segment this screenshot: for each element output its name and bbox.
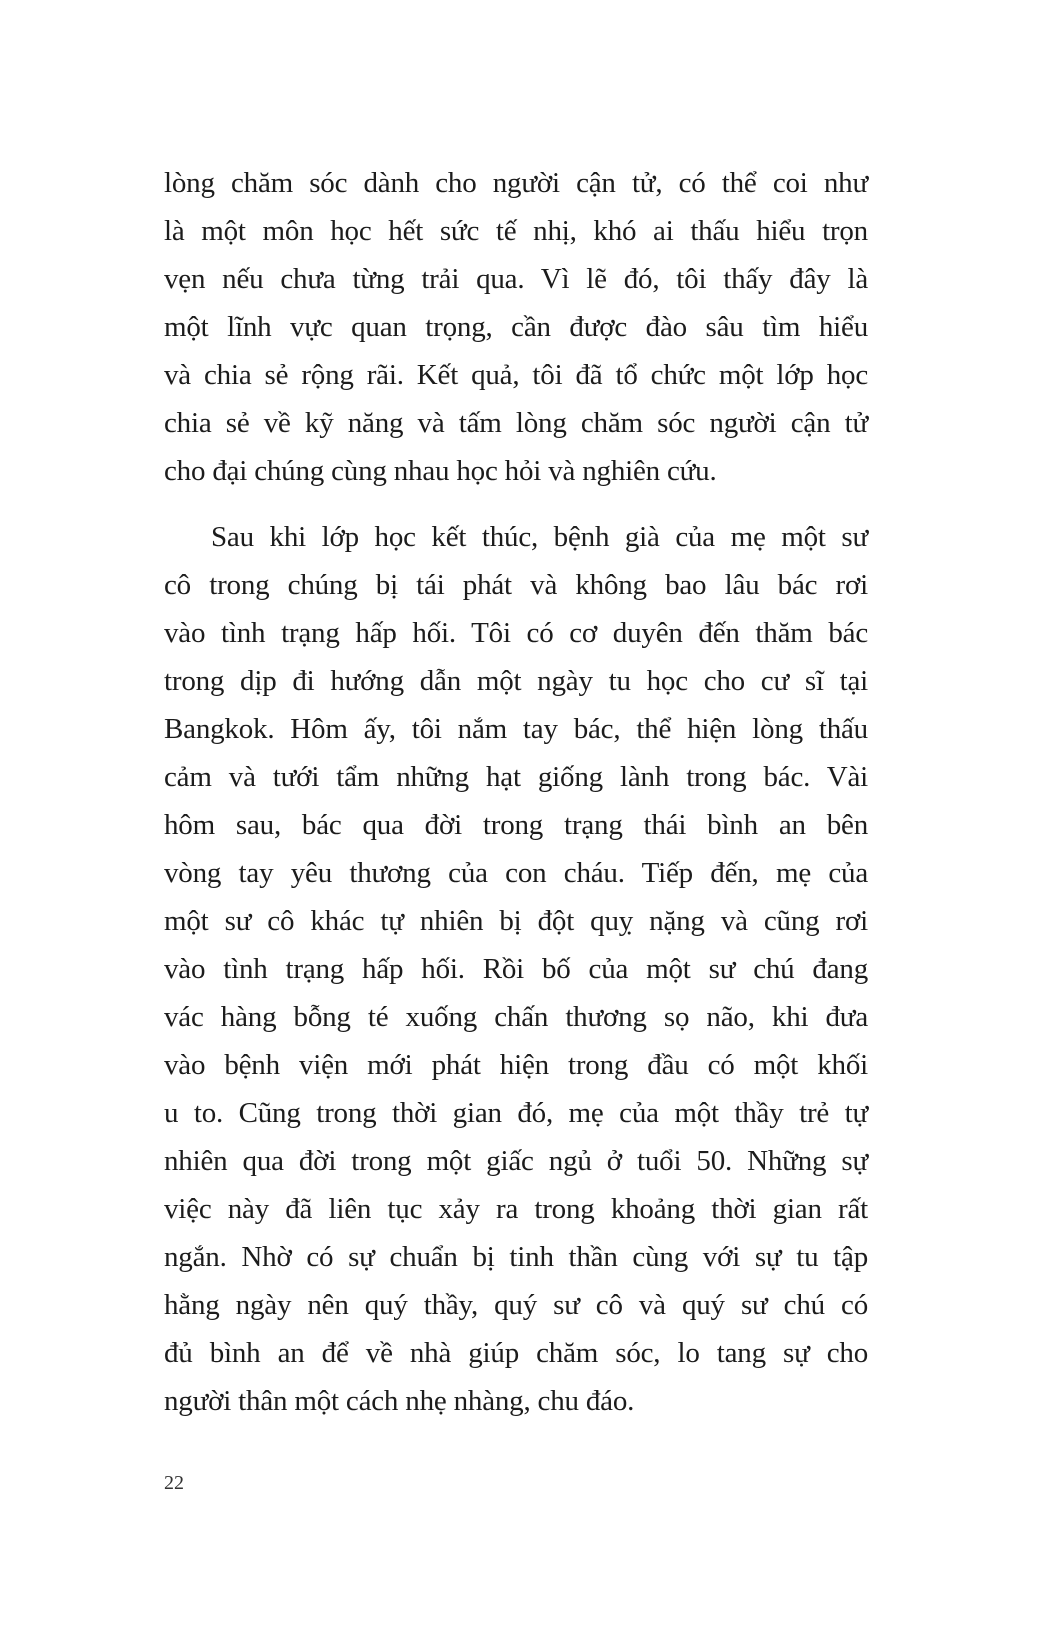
text-line: cảm và tưới tẩm những hạt giống lành trong bác. Vài [164,761,868,793]
text-line: và chia sẻ rộng rãi. Kết quả, tôi đã tổ chức một lớp học [164,359,868,391]
text-line: một lĩnh vực quan trọng, cần được đào sâu tìm hiểu [164,311,868,343]
text-line: chia sẻ về kỹ năng và tấm lòng chăm sóc người cận tử [164,407,868,439]
text-line: cô trong chúng bị tái phát và không bao lâu bác rơi [164,569,868,601]
text-line: hôm sau, bác qua đời trong trạng thái bình an bên [164,809,868,841]
text-line: một sư cô khác tự nhiên bị đột quỵ nặng và cũng rơi [164,905,868,937]
paragraph-2 [164,513,868,1425]
text-line: cho đại chúng cùng nhau học hỏi và nghiên cứu. [164,455,717,487]
text-line: hằng ngày nên quý thầy, quý sư cô và quý sư chú có [164,1289,868,1321]
text-line: vào tình trạng hấp hối. Tôi có cơ duyên đến thăm bác [164,617,868,649]
text-line: là một môn học hết sức tế nhị, khó ai thấu hiểu trọn [164,215,868,247]
text-line: người thân một cách nhẹ nhàng, chu đáo. [164,1385,635,1417]
paragraph-1 [164,159,868,495]
text-line: u to. Cũng trong thời gian đó, mẹ của một thầy trẻ tự [164,1097,868,1129]
text-line: lòng chăm sóc dành cho người cận tử, có thể coi như [164,167,868,199]
text-line: vòng tay yêu thương của con cháu. Tiếp đến, mẹ của [164,857,868,889]
text-line: nhiên qua đời trong một giấc ngủ ở tuổi 50. Những sự [164,1145,868,1177]
text-line: vẹn nếu chưa từng trải qua. Vì lẽ đó, tôi thấy đây là [164,263,868,295]
text-line: vào bệnh viện mới phát hiện trong đầu có một khối [164,1049,868,1081]
page-number: 22 [164,1472,184,1494]
text-line: Sau khi lớp học kết thúc, bệnh già của mẹ một sư [211,521,868,553]
text-line: đủ bình an để về nhà giúp chăm sóc, lo tang sự cho [164,1337,868,1369]
text-line: việc này đã liên tục xảy ra trong khoảng thời gian rất [164,1193,868,1225]
text-line: ngắn. Nhờ có sự chuẩn bị tinh thần cùng với sự tu tập [164,1241,868,1273]
text-line: vác hàng bỗng té xuống chấn thương sọ não, khi đưa [164,1001,868,1033]
text-line: Bangkok. Hôm ấy, tôi nắm tay bác, thể hiện lòng thấu [164,713,868,745]
text-line: vào tình trạng hấp hối. Rồi bố của một sư chú đang [164,953,868,985]
text-line: trong dịp đi hướng dẫn một ngày tu học cho cư sĩ tại [164,665,868,697]
